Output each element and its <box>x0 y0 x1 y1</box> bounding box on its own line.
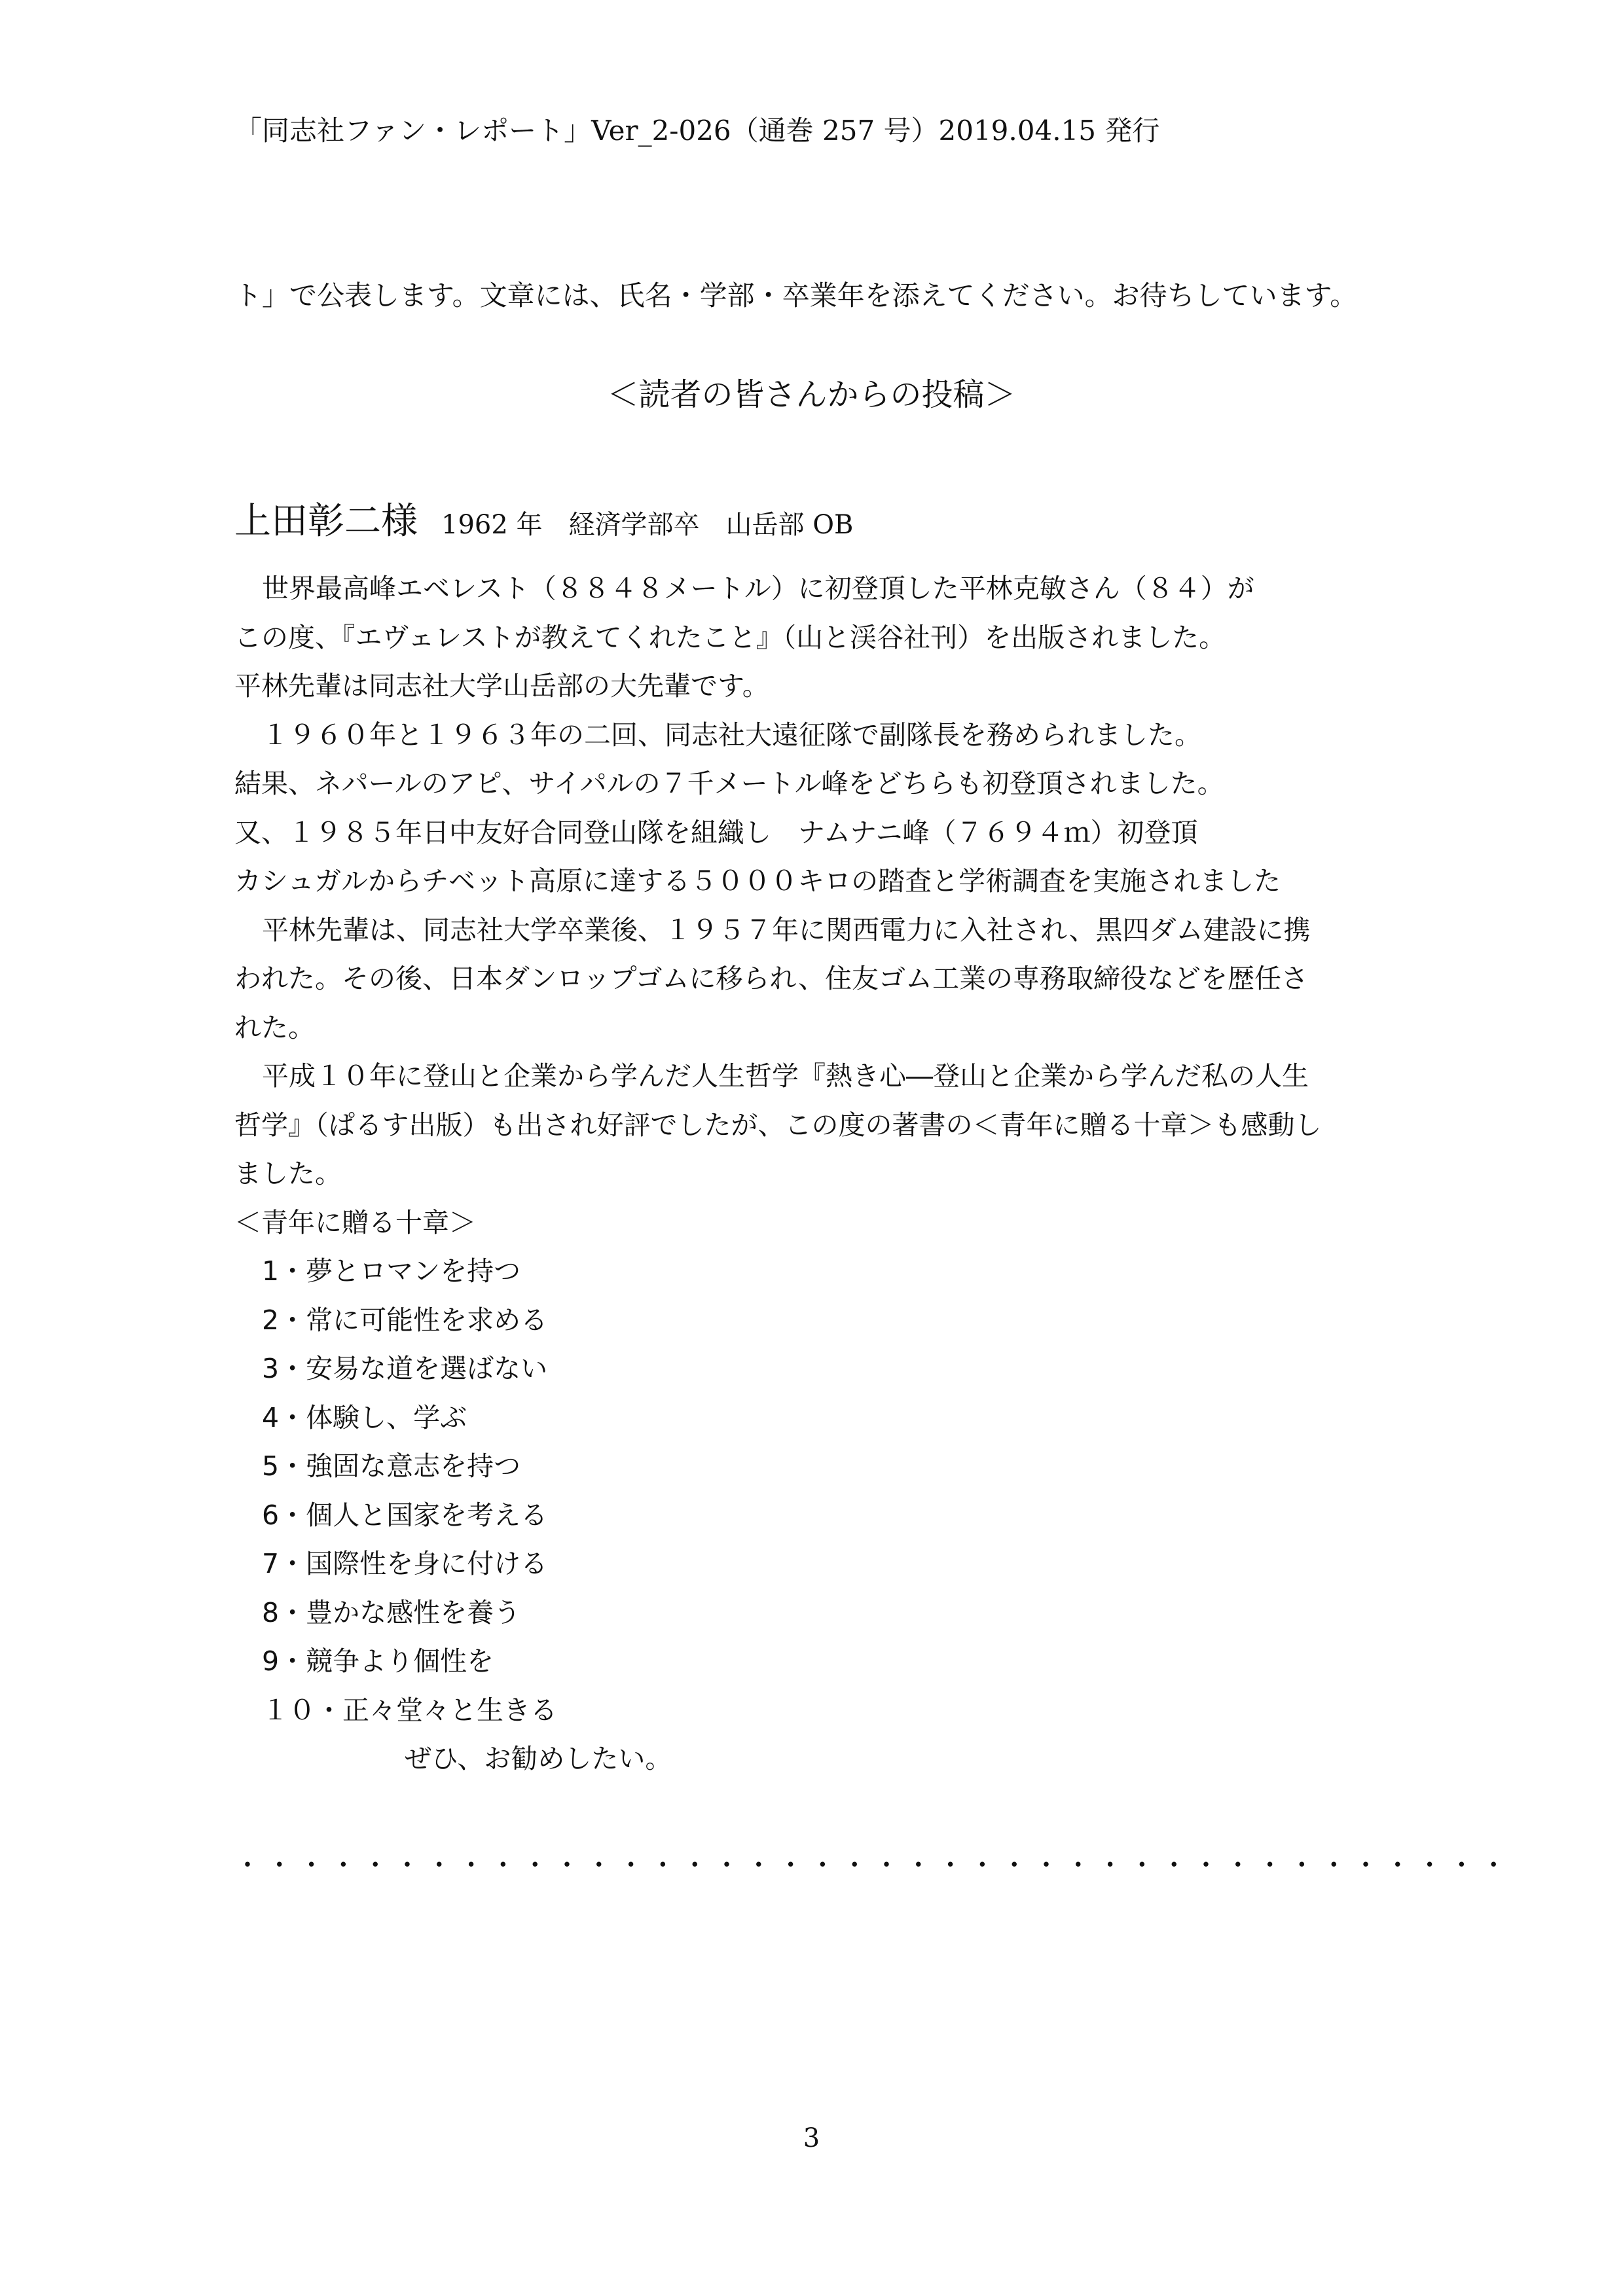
body-line: われた。その後、日本ダンロップゴムに移られ、住友ゴム工業の専務取締役などを歴任さ <box>234 963 1308 994</box>
body-line: 世界最高峰エベレスト（８８４８メートル）に初登頂した平林克敏さん（８４）が <box>262 573 1254 604</box>
chapters-heading: ＜青年に贈る十章＞ <box>234 1206 476 1238</box>
running-header: 「同志社ファン・レポート」Ver_2-026（通巻 257 号）2019.04.15 発行 <box>234 115 1160 147</box>
chapter-item: １０・正々堂々と生きる <box>262 1694 557 1726</box>
body-line: ました。 <box>234 1158 342 1189</box>
body-line: カシュガルからチベット高原に達する５０００キロの踏査と学術調査を実施されました <box>234 865 1281 897</box>
body-line: 結果、ネパールのアピ、サイパルの７千メートル峰をどちらも初登頂されました。 <box>234 768 1224 799</box>
body-line: この度、『エヴェレストが教えてくれたこと』（山と渓谷社刊）を出版されました。 <box>234 621 1226 653</box>
body-line: 平林先輩は同志社大学山岳部の大先輩です。 <box>234 670 769 702</box>
chapter-item: 4・体験し、学ぶ <box>262 1401 467 1433</box>
page-number: 3 <box>803 2123 820 2153</box>
section-title: ＜読者の皆さんからの投稿＞ <box>607 376 1016 413</box>
closing-line: ぜひ、お勧めしたい。 <box>405 1743 672 1774</box>
chapter-item: 5・強固な意志を持つ <box>262 1450 521 1482</box>
author-line <box>234 499 853 553</box>
chapter-item: 8・豊かな感性を養う <box>262 1596 521 1628</box>
chapter-item: 7・国際性を身に付ける <box>262 1548 548 1579</box>
body-line: 又、１９８５年日中友好合同登山隊を組織し ナムナニ峰（７６９４ｍ）初登頂 <box>234 816 1198 848</box>
body-line: れた。 <box>234 1011 315 1043</box>
intro-continuation: ト」で公表します。文章には、氏名・学部・卒業年を添えてください。お待ちしています。 <box>234 279 1358 312</box>
chapter-item: 3・安易な道を選ばない <box>262 1353 548 1384</box>
author-name: 上田彰二様 <box>234 500 418 543</box>
body-line: １９６０年と１９６３年の二回、同志社大遠征隊で副隊長を務められました。 <box>262 719 1201 751</box>
body-line: 哲学』（ぱるす出版）も出され好評でしたが、この度の著書の＜青年に贈る十章＞も感動し <box>234 1109 1322 1141</box>
chapter-item: 9・競争より個性を <box>262 1645 494 1677</box>
dotted-separator: ・・・・・・・・・・・・・・・・・・・・・・・・・・・・・・・・・・・・・・・・ <box>234 1850 1512 1880</box>
chapter-item: 6・個人と国家を考える <box>262 1499 548 1531</box>
author-meta: 1962 年 経済学部卒 山岳部 OB <box>441 510 854 540</box>
body-line: 平成１０年に登山と企業から学んだ人生哲学『熱き心―登山と企業から学んだ私の人生 <box>262 1060 1309 1092</box>
chapter-item: 1・夢とロマンを持つ <box>262 1255 521 1287</box>
body-line: 平林先輩は、同志社大学卒業後、１９５７年に関西電力に入社され、黒四ダム建設に携 <box>262 914 1311 946</box>
chapter-item: 2・常に可能性を求める <box>262 1304 548 1336</box>
post-body <box>234 564 1400 1784</box>
